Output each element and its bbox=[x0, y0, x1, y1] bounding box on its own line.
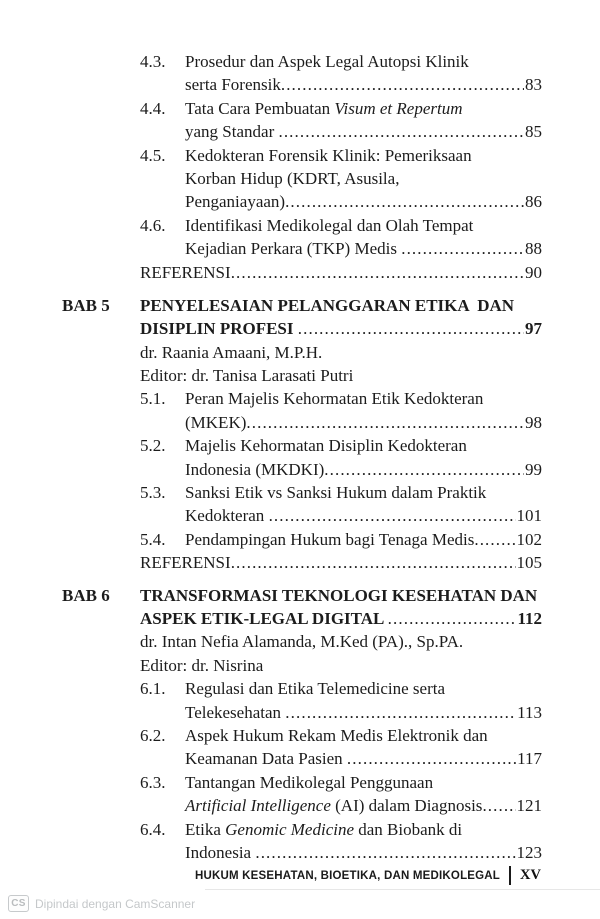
entry-text: Tantangan Medikolegal Penggunaan bbox=[185, 772, 434, 792]
toc-row bbox=[62, 296, 542, 319]
page-number: 99 bbox=[525, 459, 542, 479]
author-line: dr. Intan Nefia Alamanda, M.Ked (PA)., Sp.PA. bbox=[140, 632, 464, 652]
footer-book-title: HUKUM KESEHATAN, BIOETIKA, DAN MEDIKOLEGAL bbox=[194, 869, 501, 882]
dot-leader bbox=[401, 239, 524, 259]
toc-row bbox=[62, 749, 542, 772]
toc-row bbox=[62, 366, 542, 389]
dot-leader bbox=[281, 75, 524, 95]
toc-row bbox=[62, 843, 542, 866]
page-number: 113 bbox=[517, 702, 542, 722]
dot-leader bbox=[285, 703, 516, 723]
item-number: 6.4. bbox=[140, 819, 166, 839]
chapter-title: DISIPLIN PROFESI bbox=[140, 319, 298, 339]
dot-leader bbox=[482, 796, 515, 816]
entry-text: Kejadian Perkara (TKP) Medis bbox=[185, 239, 402, 259]
entry-text: Kedokteran bbox=[185, 506, 269, 526]
editor-line: Editor: dr. Nisrina bbox=[140, 655, 264, 675]
chapter-label: BAB 6 bbox=[62, 585, 110, 605]
toc-row bbox=[62, 146, 542, 169]
item-number: 5.3. bbox=[140, 483, 166, 503]
dot-leader bbox=[347, 749, 516, 769]
entry-text: Tata Cara Pembuatan bbox=[185, 98, 335, 118]
footer-page-number: XV bbox=[520, 867, 541, 883]
toc-row bbox=[62, 99, 542, 122]
dot-leader bbox=[278, 122, 524, 142]
referensi-label: REFERENSI bbox=[140, 553, 231, 573]
toc-row bbox=[62, 773, 542, 796]
page-number: 112 bbox=[517, 608, 542, 628]
item-number: 5.1. bbox=[140, 389, 166, 409]
toc-row bbox=[62, 726, 542, 749]
toc-row bbox=[62, 169, 542, 192]
toc-row bbox=[62, 319, 542, 342]
toc-row bbox=[62, 506, 542, 529]
entry-text-italic: Artificial Intelligence bbox=[185, 796, 331, 816]
author-line: dr. Raania Amaani, M.P.H. bbox=[140, 342, 323, 362]
page-number: 83 bbox=[525, 75, 542, 95]
chapter-label: BAB 5 bbox=[62, 295, 110, 315]
entry-text: Prosedur dan Aspek Legal Autopsi Klinik bbox=[185, 52, 469, 71]
entry-text: Sanksi Etik vs Sanksi Hukum dalam Praktik bbox=[185, 483, 487, 503]
toc-row bbox=[62, 609, 542, 632]
toc-row bbox=[62, 239, 542, 262]
scan-shadow-line bbox=[205, 889, 600, 890]
entry-text: Etika bbox=[185, 819, 226, 839]
dot-leader bbox=[298, 319, 524, 339]
item-number: 4.4. bbox=[140, 98, 166, 118]
entry-text-italic: Genomic Medicine bbox=[225, 819, 355, 839]
toc-row bbox=[62, 460, 542, 483]
entry-text: (MKEK) bbox=[185, 412, 247, 432]
page-number: 105 bbox=[516, 553, 542, 573]
toc-row bbox=[62, 75, 542, 98]
dot-leader bbox=[474, 530, 515, 550]
toc-row bbox=[62, 703, 542, 726]
toc-row bbox=[62, 632, 542, 655]
entry-text: Indonesia bbox=[185, 842, 256, 862]
page-number: 101 bbox=[516, 506, 542, 526]
toc-row bbox=[62, 586, 542, 609]
toc-row bbox=[62, 263, 542, 286]
toc-row bbox=[62, 656, 542, 679]
chapter-title: TRANSFORMASI TEKNOLOGI KESEHATAN DAN bbox=[140, 585, 538, 605]
entry-text: Keamanan Data Pasien bbox=[185, 749, 347, 769]
item-number: 5.2. bbox=[140, 436, 166, 456]
footer-separator bbox=[509, 866, 511, 885]
entry-text: Kedokteran Forensik Klinik: Pemeriksaan bbox=[185, 145, 472, 165]
toc-row bbox=[62, 796, 542, 819]
dot-leader bbox=[285, 192, 524, 212]
page-number: 88 bbox=[525, 239, 542, 259]
toc-row bbox=[62, 483, 542, 506]
item-number: 6.3. bbox=[140, 772, 166, 792]
dot-leader bbox=[246, 413, 524, 433]
table-of-contents bbox=[62, 52, 542, 866]
entry-text: serta Forensik bbox=[185, 75, 281, 95]
dot-leader bbox=[231, 553, 516, 573]
entry-text: Telekesehatan bbox=[185, 702, 286, 722]
page-number: 121 bbox=[516, 796, 542, 816]
entry-text: Regulasi dan Etika Telemedicine serta bbox=[185, 679, 446, 699]
camscanner-badge-icon: CS bbox=[8, 895, 29, 912]
entry-text: yang Standar bbox=[185, 122, 279, 142]
page-number: 90 bbox=[525, 262, 542, 282]
entry-text: Peran Majelis Kehormatan Etik Kedokteran bbox=[185, 389, 484, 409]
section-gap bbox=[62, 286, 542, 296]
toc-row bbox=[62, 216, 542, 239]
dot-leader bbox=[388, 609, 517, 629]
entry-text: (AI) dalam Diagnosis bbox=[330, 796, 483, 816]
toc-row bbox=[62, 820, 542, 843]
dot-leader bbox=[231, 263, 524, 283]
toc-row bbox=[62, 389, 542, 412]
toc-row bbox=[62, 343, 542, 366]
dot-leader bbox=[269, 506, 516, 526]
section-gap bbox=[62, 577, 542, 586]
item-number: 6.2. bbox=[140, 725, 166, 745]
entry-text-italic: Visum et Repertum bbox=[334, 98, 463, 118]
page-number: 102 bbox=[516, 529, 542, 549]
toc-row bbox=[62, 192, 542, 215]
camscanner-text: Dipindai dengan CamScanner bbox=[35, 896, 196, 911]
page-number: 117 bbox=[517, 749, 542, 769]
entry-text: dan Biobank di bbox=[354, 819, 463, 839]
chapter-title: PENYELESAIAN PELANGGARAN ETIKA DAN bbox=[140, 295, 515, 315]
entry-text: Penganiayaan) bbox=[185, 192, 286, 212]
item-number: 4.6. bbox=[140, 215, 166, 235]
entry-text: Identifikasi Medikolegal dan Olah Tempat bbox=[185, 215, 474, 235]
toc-row bbox=[62, 413, 542, 436]
item-number: 5.4. bbox=[140, 529, 166, 549]
toc-row bbox=[62, 436, 542, 459]
entry-text: Indonesia (MKDKI) bbox=[185, 459, 325, 479]
item-number: 4.5. bbox=[140, 145, 166, 165]
page-number: 86 bbox=[525, 192, 542, 212]
entry-text: Korban Hidup (KDRT, Asusila, bbox=[185, 168, 400, 188]
page-number: 97 bbox=[525, 319, 542, 339]
page-footer bbox=[195, 866, 541, 885]
referensi-label: REFERENSI bbox=[140, 262, 231, 282]
item-number: 4.3. bbox=[140, 52, 166, 71]
toc-row bbox=[62, 122, 542, 145]
dot-leader bbox=[255, 843, 515, 863]
page-number: 85 bbox=[525, 122, 542, 142]
item-number: 6.1. bbox=[140, 679, 166, 699]
toc-row bbox=[62, 553, 542, 576]
entry-text: Majelis Kehormatan Disiplin Kedokteran bbox=[185, 436, 467, 456]
page-number: 98 bbox=[525, 412, 542, 432]
page-number: 123 bbox=[516, 842, 542, 862]
chapter-title: ASPEK ETIK-LEGAL DIGITAL bbox=[140, 608, 388, 628]
entry-text: Aspek Hukum Rekam Medis Elektronik dan bbox=[185, 725, 488, 745]
entry-text: Pendampingan Hukum bagi Tenaga Medis bbox=[185, 529, 475, 549]
editor-line: Editor: dr. Tanisa Larasati Putri bbox=[140, 366, 354, 386]
toc-row bbox=[62, 52, 542, 75]
dot-leader bbox=[324, 460, 524, 480]
toc-row bbox=[62, 530, 542, 553]
toc-row bbox=[62, 679, 542, 702]
camscanner-watermark bbox=[8, 895, 195, 912]
